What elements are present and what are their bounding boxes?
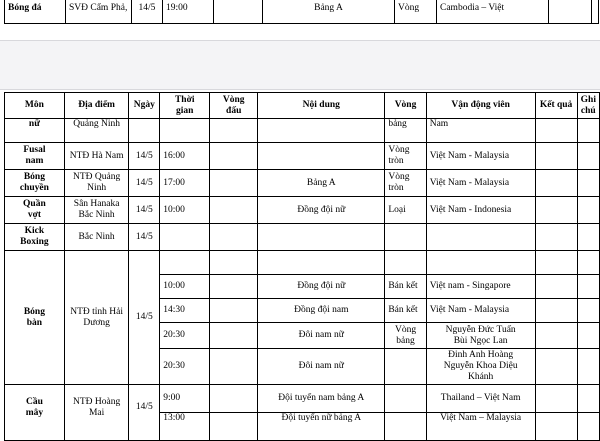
- athletes-cell: Thailand – Việt Nam: [426, 385, 535, 413]
- time-cell: 10:00: [160, 275, 210, 299]
- sport-cell: Kick Boxing: [5, 224, 65, 251]
- table-row: [5, 197, 600, 224]
- sport-cell: Bóng đá: [5, 0, 66, 24]
- table-row: [5, 170, 600, 197]
- note-cell: [577, 299, 599, 323]
- note-cell: [577, 119, 599, 143]
- note-cell: [577, 143, 599, 170]
- result-cell: [535, 385, 577, 413]
- note-cell: [592, 0, 599, 24]
- result-cell: [535, 251, 577, 275]
- stage-cell: [385, 251, 426, 275]
- page-break-gap: [0, 40, 600, 90]
- table-row: [5, 385, 600, 413]
- time-cell: 17:00: [160, 170, 210, 197]
- athletes-cell: Việt Nam - Malaysia: [426, 143, 535, 170]
- time-cell: 13:00: [160, 413, 210, 441]
- content-cell: [258, 251, 385, 275]
- note-cell: [577, 170, 599, 197]
- result-cell: [535, 275, 577, 299]
- venue-cell: Sân Hanaka Bắc Ninh: [64, 197, 129, 224]
- time-cell: [160, 119, 210, 143]
- athletes-cell: Nam: [426, 119, 535, 143]
- competition-schedule-table: [4, 92, 600, 441]
- round-cell: [210, 413, 258, 441]
- round-cell: [210, 275, 258, 299]
- content-cell: Đôi nam nữ: [258, 349, 385, 385]
- venue-cell: Quảng Ninh: [64, 119, 129, 143]
- column-header-time: Thời gian: [160, 93, 210, 119]
- table-row: [5, 0, 599, 24]
- content-cell: [258, 224, 385, 251]
- time-cell: 19:00: [163, 0, 214, 24]
- content-cell: Đội tuyển nam bảng A: [258, 385, 385, 413]
- athletes-cell: Việt Nam – Malaysia: [426, 413, 535, 441]
- date-cell: 14/5: [129, 224, 160, 251]
- athletes-cell: [426, 224, 535, 251]
- sport-cell: Quần vợt: [5, 197, 65, 224]
- table-row: [5, 251, 600, 275]
- sport-cell: Bóng chuyền: [5, 170, 65, 197]
- time-cell: 9:00: [160, 385, 210, 413]
- column-header-note: Ghi chú: [577, 93, 599, 119]
- time-cell: 20:30: [160, 349, 210, 385]
- round-cell: [210, 170, 258, 197]
- result-cell: [535, 323, 577, 349]
- venue-cell: Bắc Ninh: [64, 224, 129, 251]
- athletes-cell: Nguyễn Đức Tuấn Bùi Ngọc Lan: [426, 323, 535, 349]
- stage-cell: Vòng bảng: [385, 323, 426, 349]
- venue-cell: NTĐ Quảng Ninh: [64, 170, 129, 197]
- venue-cell: NTĐ Hà Nam: [64, 143, 129, 170]
- time-cell: 16:00: [160, 143, 210, 170]
- content-cell: Đôi nam nữ: [258, 323, 385, 349]
- stage-cell: Bán kết: [385, 299, 426, 323]
- column-header-stage: Vòng: [385, 93, 426, 119]
- stage-cell: Vòng: [395, 0, 437, 24]
- column-header-round: Vòng đấu: [210, 93, 258, 119]
- round-cell: [210, 323, 258, 349]
- note-cell: [577, 224, 599, 251]
- result-cell: [535, 143, 577, 170]
- venue-cell: NTĐ Hoàng Mai: [64, 385, 129, 441]
- stage-cell: [385, 224, 426, 251]
- round-cell: [210, 119, 258, 143]
- column-header-sport: Môn: [5, 93, 65, 119]
- round-cell: [210, 349, 258, 385]
- round-cell: [210, 143, 258, 170]
- stage-cell: Loại: [385, 197, 426, 224]
- date-cell: 14/5: [132, 0, 163, 24]
- athletes-cell: Việt Nam - Malaysia: [426, 299, 535, 323]
- note-cell: [577, 197, 599, 224]
- result-cell: [535, 299, 577, 323]
- content-cell: Đồng đội nữ: [258, 197, 385, 224]
- column-header-athletes: Vận động viên: [426, 93, 535, 119]
- athletes-cell: Đinh Anh Hoàng Nguyễn Khoa Diệu Khánh: [426, 349, 535, 385]
- note-cell: [577, 385, 599, 413]
- result-cell: [535, 413, 577, 441]
- time-cell: 10:00: [160, 197, 210, 224]
- previous-schedule-table: [4, 0, 599, 24]
- stage-cell: [385, 349, 426, 385]
- column-header-venue: Địa điểm: [64, 93, 129, 119]
- note-cell: [577, 275, 599, 299]
- date-cell: [129, 119, 160, 143]
- table-row: [5, 119, 600, 143]
- date-cell: 14/5: [129, 251, 160, 385]
- table-row: [5, 143, 600, 170]
- result-cell: [549, 0, 592, 24]
- round-cell: [210, 385, 258, 413]
- content-cell: Đội tuyển nữ bảng A: [258, 413, 385, 441]
- sport-cell: Bóng bàn: [5, 251, 65, 385]
- result-cell: [535, 224, 577, 251]
- content-cell: Đồng đội nam: [258, 299, 385, 323]
- content-cell: [258, 143, 385, 170]
- time-cell: 20:30: [160, 323, 210, 349]
- stage-cell: bảng: [385, 119, 426, 143]
- athletes-cell: Việt Nam - Indonesia: [426, 197, 535, 224]
- stage-cell: [385, 413, 426, 441]
- column-header-date: Ngày: [129, 93, 160, 119]
- column-header-result: Kết quả: [535, 93, 577, 119]
- round-cell: [210, 197, 258, 224]
- time-cell: [160, 251, 210, 275]
- athletes-cell: Việt nam - Singapore: [426, 275, 535, 299]
- athletes-cell: Việt Nam - Malaysia: [426, 170, 535, 197]
- sport-cell: Cầu mây: [5, 385, 65, 441]
- venue-cell: SVĐ Cẩm Phả,: [66, 0, 132, 24]
- result-cell: [535, 170, 577, 197]
- sport-cell: Fusal nam: [5, 143, 65, 170]
- column-header-content: Nội dung: [258, 93, 385, 119]
- content-cell: Bảng A: [263, 0, 395, 24]
- result-cell: [535, 119, 577, 143]
- stage-cell: Bán kết: [385, 275, 426, 299]
- sport-cell: nữ: [5, 119, 65, 143]
- time-cell: [160, 224, 210, 251]
- venue-cell: NTĐ tỉnh Hải Dương: [64, 251, 129, 385]
- round-cell: [214, 0, 263, 24]
- date-cell: 14/5: [129, 170, 160, 197]
- date-cell: 14/5: [129, 143, 160, 170]
- content-cell: [258, 119, 385, 143]
- content-cell: Bảng A: [258, 170, 385, 197]
- stage-cell: [385, 385, 426, 413]
- table-row: [5, 224, 600, 251]
- note-cell: [577, 413, 599, 441]
- stage-cell: Vòng tròn: [385, 170, 426, 197]
- result-cell: [535, 349, 577, 385]
- note-cell: [577, 323, 599, 349]
- athletes-cell: [426, 251, 535, 275]
- stage-cell: Vòng tròn: [385, 143, 426, 170]
- date-cell: 14/5: [129, 197, 160, 224]
- result-cell: [535, 197, 577, 224]
- note-cell: [577, 349, 599, 385]
- round-cell: [210, 299, 258, 323]
- note-cell: [577, 251, 599, 275]
- round-cell: [210, 251, 258, 275]
- athletes-cell: Cambodia – Việt: [437, 0, 549, 24]
- time-cell: 14:30: [160, 299, 210, 323]
- round-cell: [210, 224, 258, 251]
- header-row: [5, 93, 600, 119]
- content-cell: Đồng đội nữ: [258, 275, 385, 299]
- date-cell: 14/5: [129, 385, 160, 441]
